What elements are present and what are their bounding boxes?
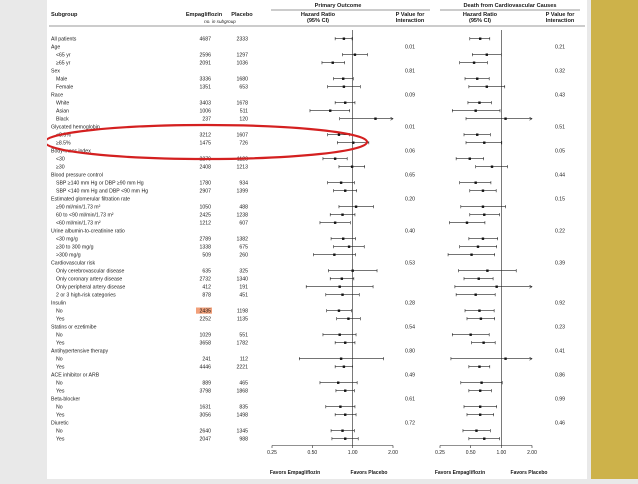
- primary-hr-point: [355, 206, 357, 208]
- cv-death-hr-point: [480, 318, 482, 320]
- cv-death-hr-point: [482, 238, 484, 240]
- subgroup-heading-label: Body-mass index: [51, 148, 91, 155]
- cv-death-tick-label: 0.25: [435, 450, 445, 456]
- placebo-count: 675: [239, 244, 248, 251]
- empagliflozin-count: 1338: [199, 244, 211, 251]
- subgroup-row-label: Only cerebrovascular disease: [56, 268, 125, 275]
- cv-death-hr-point: [491, 166, 493, 168]
- placebo-count: 1036: [236, 60, 248, 67]
- primary-outcome-title: Primary Outcome: [314, 3, 362, 9]
- primary-hr-point: [340, 358, 342, 360]
- primary-hr-point: [344, 438, 346, 440]
- cv-death-hr-point: [476, 134, 478, 136]
- primary-hr-point: [338, 134, 340, 136]
- placebo-count: 2221: [236, 364, 248, 371]
- subgroup-row-label: SBP ≥140 mm Hg or DBP ≥90 mm Hg: [56, 180, 144, 187]
- primary-hr-point: [343, 86, 345, 88]
- placebo-count: 1297: [236, 52, 248, 59]
- placebo-count: 1680: [236, 76, 248, 83]
- cv-death-p-value: 0.32: [554, 68, 566, 75]
- ci-header-left: (95% CI): [306, 18, 330, 24]
- primary-hr-point: [341, 214, 343, 216]
- primary-p-value: 0.72: [404, 420, 416, 427]
- empagliflozin-count: 635: [202, 268, 211, 275]
- primary-p-value: 0.06: [404, 148, 416, 155]
- cv-death-hr-point: [474, 294, 476, 296]
- cv-death-p-value: 0.99: [554, 396, 566, 403]
- subgroup-heading-label: Sex: [51, 68, 60, 75]
- subgroup-heading-label: Blood pressure control: [51, 172, 103, 179]
- favors-empagliflozin-left: Favors Empagliflozin: [269, 470, 321, 476]
- cv-death-p-value: 0.05: [554, 148, 566, 155]
- empagliflozin-count: 2435: [199, 308, 211, 315]
- empagliflozin-count: 241: [202, 356, 211, 363]
- placebo-count: 1678: [236, 100, 248, 107]
- empagliflozin-count: 1351: [199, 84, 211, 91]
- cv-death-hr-point: [482, 206, 484, 208]
- empagliflozin-count: 1006: [199, 108, 211, 115]
- primary-p-value: 0.80: [404, 348, 416, 355]
- primary-hr-point: [337, 382, 339, 384]
- placebo-count: 1120: [236, 156, 248, 163]
- empagliflozin-count: 3658: [199, 340, 211, 347]
- subgroup-row-label: No: [56, 332, 63, 339]
- subgroup-row-label: Yes: [56, 412, 65, 419]
- cv-death-p-value: 0.21: [554, 44, 566, 51]
- subgroup-row-label: Female: [56, 84, 74, 91]
- primary-hr-point: [334, 222, 336, 224]
- placebo-count: 1782: [236, 340, 248, 347]
- empagliflozin-count: 4687: [199, 36, 211, 43]
- favors-empagliflozin-right: Favors Empagliflozin: [434, 470, 486, 476]
- cv-death-hr-point: [486, 270, 488, 272]
- cv-death-tick-label: 0.50: [465, 450, 476, 456]
- primary-hr-point: [344, 390, 346, 392]
- primary-hr-point: [344, 414, 346, 416]
- cv-death-p-value: 0.15: [554, 196, 566, 203]
- primary-hr-point: [339, 406, 341, 408]
- empagliflozin-count: 1631: [199, 404, 211, 411]
- empagliflozin-count: 3798: [199, 388, 211, 395]
- cv-death-hr-point: [474, 182, 476, 184]
- forest-rows: [51, 37, 565, 443]
- cv-death-hr-point: [504, 118, 506, 120]
- empagliflozin-count: 2047: [199, 436, 211, 443]
- empagliflozin-count: 2091: [199, 60, 211, 67]
- subgroup-row-label: <30 mg/g: [56, 236, 78, 243]
- subgroup-row-label: Asian: [56, 108, 69, 115]
- cv-death-hr-point: [475, 430, 477, 432]
- subgroup-heading-label: Antihypertensive therapy: [51, 348, 109, 355]
- primary-hr-point: [338, 286, 340, 288]
- cv-death-hr-point: [478, 366, 480, 368]
- primary-hr-point: [374, 118, 376, 120]
- cv-death-hr-point: [479, 390, 481, 392]
- placebo-count: 551: [239, 332, 248, 339]
- empagliflozin-count: 1475: [199, 140, 211, 147]
- placebo-count: 988: [239, 436, 248, 443]
- subgroup-row-label: <60 ml/min/1.73 m²: [56, 220, 101, 227]
- cv-death-p-value: 0.44: [554, 172, 566, 179]
- primary-p-value: 0.54: [404, 324, 416, 331]
- primary-hr-point: [343, 366, 345, 368]
- subgroup-row-label: >300 mg/g: [56, 252, 81, 259]
- cv-death-hr-point: [477, 246, 479, 248]
- primary-hr-point: [338, 310, 340, 312]
- placebo-count: 1498: [236, 412, 248, 419]
- primary-hr-point: [341, 278, 343, 280]
- empagliflozin-count: 237: [202, 116, 211, 123]
- primary-p-value: 0.28: [404, 300, 416, 307]
- cv-death-hr-point: [479, 414, 481, 416]
- primary-p-value: 0.20: [404, 196, 416, 203]
- primary-p-value: 0.81: [404, 68, 416, 75]
- subgroup-row-label: ≥8.5%: [56, 140, 71, 147]
- cv-death-hr-point: [479, 406, 481, 408]
- primary-tick-label: 0.50: [307, 450, 318, 456]
- primary-p-value: 0.61: [404, 396, 416, 403]
- placebo-count: 653: [239, 84, 248, 91]
- cv-death-hr-point: [473, 62, 475, 64]
- subgroup-row-label: Yes: [56, 388, 65, 395]
- cv-death-p-value: 0.41: [554, 348, 566, 355]
- subgroup-heading-label: Estimated glomerular filtration rate: [51, 196, 130, 203]
- cv-death-hr-point: [480, 382, 482, 384]
- empagliflozin-count: 3336: [199, 76, 211, 83]
- placebo-count: 120: [239, 116, 248, 123]
- primary-hr-point: [332, 62, 334, 64]
- primary-hr-point: [348, 246, 350, 248]
- primary-hr-point: [343, 38, 345, 40]
- subgroup-row-label: Yes: [56, 364, 65, 371]
- placebo-count: 1213: [236, 164, 248, 171]
- slide-accent-bar: [591, 0, 638, 479]
- subgroup-heading-label: ACE inhibitor or ARB: [51, 372, 100, 379]
- cv-death-p-value: 0.86: [554, 372, 566, 379]
- placebo-count: 451: [239, 292, 248, 299]
- primary-p-value: 0.09: [404, 92, 416, 99]
- placebo-count: 488: [239, 204, 248, 211]
- cv-death-hr-point: [482, 342, 484, 344]
- placebo-count: 1868: [236, 388, 248, 395]
- subgroup-row-label: White: [56, 100, 70, 107]
- empagliflozin-count: 3056: [199, 412, 211, 419]
- interaction-header-right: Interaction: [545, 18, 575, 24]
- empagliflozin-count: 3212: [199, 132, 211, 139]
- placebo-count: 1198: [236, 308, 248, 315]
- cv-death-p-value: 0.92: [554, 300, 566, 307]
- primary-p-value: 0.65: [404, 172, 416, 179]
- subgroup-row-label: Only coronary artery disease: [56, 276, 123, 283]
- subgroup-heading-label: Age: [51, 44, 61, 51]
- cv-death-p-value: 0.51: [554, 124, 566, 131]
- placebo-count: 1340: [236, 276, 248, 283]
- cv-death-p-value: 0.22: [554, 228, 566, 235]
- interaction-header-left: Interaction: [395, 18, 425, 24]
- placebo-count: 325: [239, 268, 248, 275]
- placebo-count: 1607: [236, 132, 248, 139]
- primary-hr-point: [344, 102, 346, 104]
- placebo-count: 191: [239, 284, 248, 291]
- hr-header-right: Hazard Ratio: [462, 12, 498, 18]
- forest-plot-figure: [47, 0, 587, 479]
- subgroup-row-label: No: [56, 380, 63, 387]
- favors-placebo-left: Favors Placebo: [350, 470, 388, 476]
- primary-hr-point: [338, 334, 340, 336]
- cv-death-hr-point: [495, 286, 497, 288]
- empagliflozin-header: Empagliflozin: [185, 12, 223, 18]
- primary-hr-point: [341, 294, 343, 296]
- subgroup-row-label: ≥65 yr: [56, 60, 71, 67]
- subgroup-row-label: ≥30: [56, 164, 65, 171]
- cv-death-hr-point: [486, 86, 488, 88]
- no-in-subgroup-label: no. in subgroup: [204, 19, 236, 24]
- subgroup-row-label: <30: [56, 156, 65, 163]
- subgroup-heading-label: Beta-blocker: [51, 396, 81, 403]
- p-header-left: P Value for: [395, 12, 425, 18]
- cv-death-p-value: 0.23: [554, 324, 566, 331]
- subgroup-heading-label: Cardiovascular risk: [51, 260, 96, 267]
- primary-hr-point: [347, 318, 349, 320]
- subgroup-heading-label: Race: [51, 92, 64, 99]
- empagliflozin-count: 2732: [199, 276, 211, 283]
- placebo-count: 934: [239, 180, 248, 187]
- subgroup-row-label: 2 or 3 high-risk categories: [56, 292, 116, 299]
- subgroup-heading-label: Urine albumin-to-creatinine ratio: [51, 228, 125, 235]
- primary-hr-point: [342, 238, 344, 240]
- subgroup-row-label: No: [56, 308, 63, 315]
- favors-placebo-right: Favors Placebo: [510, 470, 548, 476]
- empagliflozin-count: 412: [202, 284, 211, 291]
- primary-p-value: 0.53: [404, 260, 416, 267]
- subgroup-heading-label: All patients: [51, 36, 77, 43]
- primary-hr-point: [333, 254, 335, 256]
- empagliflozin-count: 509: [202, 252, 211, 259]
- subgroup-row-label: Male: [56, 76, 68, 83]
- placebo-count: 465: [239, 380, 248, 387]
- subgroup-row-label: SBP <140 mm Hg and DBP <90 mm Hg: [56, 188, 149, 195]
- placebo-count: 1399: [236, 188, 248, 195]
- primary-tick-label: 0.25: [267, 450, 277, 456]
- cv-death-hr-point: [482, 190, 484, 192]
- cv-death-hr-point: [479, 38, 481, 40]
- subgroup-row-label: ≥90 ml/min/1.73 m²: [56, 204, 101, 211]
- cv-death-hr-point: [470, 254, 472, 256]
- forest-axes: [267, 30, 537, 456]
- placebo-count: 1345: [236, 428, 248, 435]
- primary-hr-point: [344, 190, 346, 192]
- placebo-count: 1238: [236, 212, 248, 219]
- empagliflozin-count: 1050: [199, 204, 211, 211]
- primary-hr-point: [344, 342, 346, 344]
- cv-death-tick-label: 2.00: [527, 450, 537, 456]
- cv-death-hr-point: [483, 142, 485, 144]
- primary-p-value: 0.49: [404, 372, 416, 379]
- primary-p-value: 0.01: [404, 124, 416, 131]
- p-header-right: P Value for: [545, 12, 575, 18]
- empagliflozin-count: 2425: [199, 212, 211, 219]
- empagliflozin-count: 2252: [199, 316, 211, 323]
- empagliflozin-count: 1780: [199, 180, 211, 187]
- cv-death-hr-point: [478, 310, 480, 312]
- placebo-count: 1135: [236, 316, 248, 323]
- cv-death-hr-point: [476, 78, 478, 80]
- subgroup-row-label: <8.5%: [56, 132, 71, 139]
- subgroup-heading-label: Glycated hemoglobin: [51, 124, 100, 131]
- empagliflozin-count: 2640: [199, 428, 211, 435]
- subgroup-header: Subgroup: [51, 12, 78, 18]
- primary-hr-point: [340, 182, 342, 184]
- empagliflozin-count: 2279: [199, 156, 211, 163]
- subgroup-row-label: Only peripheral artery disease: [56, 284, 126, 291]
- placebo-count: 112: [239, 356, 248, 363]
- ci-header-right: (95% CI): [468, 18, 492, 24]
- subgroup-row-label: Yes: [56, 436, 65, 443]
- primary-hr-point: [354, 54, 356, 56]
- cv-death-hr-point: [474, 110, 476, 112]
- cv-death-p-value: 0.46: [554, 420, 566, 427]
- subgroup-row-label: 60 to <90 ml/min/1.73 m²: [56, 212, 114, 219]
- cv-death-hr-point: [478, 278, 480, 280]
- cv-death-tick-label: 1.00: [496, 450, 507, 456]
- placebo-count: 607: [239, 220, 248, 227]
- cv-death-hr-point: [469, 158, 471, 160]
- subgroup-heading-label: Diuretic: [51, 420, 69, 427]
- subgroup-heading-label: Insulin: [51, 300, 66, 307]
- primary-hr-point: [334, 158, 336, 160]
- empagliflozin-count: 2408: [199, 164, 211, 171]
- cv-death-title: Death from Cardiovascular Causes: [463, 3, 557, 9]
- cv-death-hr-point: [483, 214, 485, 216]
- hr-header-left: Hazard Ratio: [300, 12, 336, 18]
- subgroup-row-label: Yes: [56, 316, 65, 323]
- empagliflozin-count: 1029: [199, 332, 211, 339]
- placebo-count: 835: [239, 404, 248, 411]
- cv-death-hr-point: [469, 334, 471, 336]
- subgroup-heading-label: Statins or ezetimibe: [51, 324, 97, 331]
- subgroup-row-label: Black: [56, 116, 69, 123]
- cv-death-hr-point: [486, 54, 488, 56]
- forest-plot-svg: [47, 0, 587, 479]
- cv-death-hr-point: [466, 222, 468, 224]
- subgroup-row-label: No: [56, 404, 63, 411]
- primary-p-value: 0.01: [404, 44, 416, 51]
- placebo-count: 1382: [236, 236, 248, 243]
- primary-p-value: 0.40: [404, 228, 416, 235]
- empagliflozin-count: 1212: [199, 220, 211, 227]
- primary-tick-label: 1.00: [347, 450, 358, 456]
- subgroup-row-label: No: [56, 356, 63, 363]
- cv-death-hr-point: [483, 438, 485, 440]
- cv-death-hr-point: [478, 102, 480, 104]
- cv-death-p-value: 0.39: [554, 260, 566, 267]
- primary-hr-point: [329, 110, 331, 112]
- subgroup-row-label: ≥30 to 300 mg/g: [56, 244, 94, 251]
- placebo-header: Placebo: [231, 12, 253, 18]
- empagliflozin-count: 4446: [199, 364, 211, 371]
- placebo-count: 726: [239, 140, 248, 147]
- placebo-count: 511: [239, 108, 248, 115]
- placebo-count: 2333: [236, 36, 248, 43]
- subgroup-row-label: No: [56, 428, 63, 435]
- empagliflozin-count: 2596: [199, 52, 211, 59]
- primary-hr-point: [342, 78, 344, 80]
- placebo-count: 260: [239, 252, 248, 259]
- cv-death-p-value: 0.43: [554, 92, 566, 99]
- empagliflozin-count: 2907: [199, 188, 211, 195]
- subgroup-row-label: Yes: [56, 340, 65, 347]
- empagliflozin-count: 889: [202, 380, 211, 387]
- subgroup-row-label: <65 yr: [56, 52, 71, 59]
- primary-hr-point: [341, 430, 343, 432]
- cv-death-hr-point: [504, 358, 506, 360]
- empagliflozin-count: 2789: [199, 236, 211, 243]
- empagliflozin-count: 878: [202, 292, 211, 299]
- empagliflozin-count: 3403: [199, 100, 211, 107]
- primary-tick-label: 2.00: [388, 450, 398, 456]
